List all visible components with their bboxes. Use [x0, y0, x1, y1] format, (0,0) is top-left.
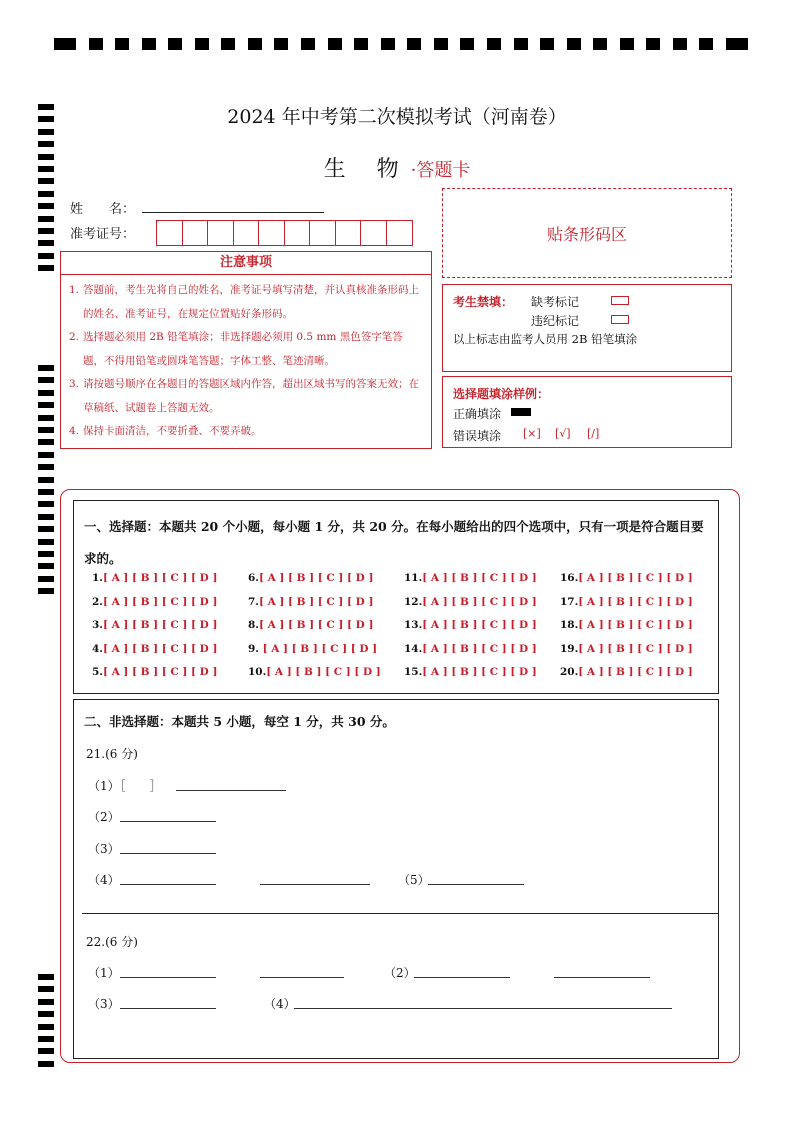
choice-question[interactable] [92, 571, 217, 595]
free-response-section [73, 699, 719, 1059]
fill-example-title: 选择题填涂样例： [453, 387, 550, 401]
id-digit-box[interactable] [208, 221, 234, 245]
q22-part2-answer-a[interactable] [414, 977, 510, 978]
answer-options[interactable]: [ A ] [ B ] [ C ] [ D ] [258, 619, 374, 632]
q21-part4-answer-a[interactable] [120, 884, 216, 885]
answer-options[interactable]: [ A ] [ B ] [ C ] [ D ] [102, 619, 218, 632]
correct-fill-label: 正确填涂 [453, 407, 502, 421]
choice-question[interactable] [404, 642, 537, 666]
timing-mark [38, 1048, 54, 1054]
question-number: 20. [560, 666, 579, 679]
choice-question[interactable] [560, 665, 693, 689]
answer-options[interactable]: [ A ] [ B ] [ C ] [ D ] [102, 642, 218, 655]
question-number: 12. [404, 595, 423, 608]
absent-mark-box[interactable] [611, 296, 629, 305]
timing-mark [221, 38, 235, 50]
violation-mark-box[interactable] [611, 315, 629, 324]
choice-question[interactable] [560, 618, 693, 642]
choice-question[interactable] [404, 571, 537, 595]
q21-part3-label: （3） [88, 842, 120, 856]
q21-part4-answer-b[interactable] [260, 884, 370, 885]
wrong-fill-label: 错误填涂 [453, 429, 502, 443]
choice-question[interactable] [92, 595, 217, 619]
timing-mark [38, 402, 54, 408]
section1-heading: 一、选择题：本题共 20 个小题，每小题 1 分，共 20 分。在每小题给出的四个选项中，只有一项是符合题目要求的。 [84, 519, 704, 566]
timing-mark [274, 38, 288, 50]
question-number: 18. [560, 619, 579, 632]
question-number: 4. [92, 642, 103, 655]
question-number: 14. [404, 642, 423, 655]
barcode-area: 贴条形码区 [442, 188, 732, 278]
q21-part2-answer[interactable] [120, 821, 216, 822]
timing-mark [38, 563, 54, 569]
forbidden-title: 考生禁填： [453, 295, 514, 309]
timing-mark [38, 129, 54, 135]
choice-question[interactable] [248, 618, 381, 642]
id-digit-box[interactable] [183, 221, 209, 245]
choice-question[interactable] [404, 618, 537, 642]
timing-mark [328, 38, 342, 50]
id-label: 准考证号： [70, 227, 136, 242]
choice-column [92, 571, 217, 689]
question-number: 15. [404, 666, 423, 679]
timing-mark [38, 551, 54, 557]
timing-mark [38, 1024, 54, 1030]
timing-mark [38, 974, 54, 980]
timing-mark [38, 1011, 54, 1017]
choice-question[interactable] [404, 665, 537, 689]
answer-options[interactable]: [ A ] [ B ] [ C ] [ D ] [422, 572, 537, 584]
notice-heading: 注意事项 [61, 252, 431, 275]
question-number: 3. [92, 619, 103, 632]
timing-mark [38, 588, 54, 594]
timing-mark [567, 38, 581, 50]
timing-mark [38, 365, 54, 371]
id-digit-box[interactable] [285, 221, 311, 245]
notice-item: 1. 答题前，考生先将自己的姓名，准考证号填写清楚，并认真核准条形码上的姓名、准考证号，在规定位置贴好条形码。 [69, 284, 419, 320]
timing-mark [248, 38, 262, 50]
id-digit-box[interactable] [234, 221, 260, 245]
timing-mark [38, 477, 54, 483]
timing-mark [195, 38, 209, 50]
timing-mark [38, 228, 54, 234]
notice-item: 4. 保持卡面清洁，不要折叠、不要弄破。 [69, 425, 262, 437]
timing-mark [38, 539, 54, 545]
choice-column [560, 571, 693, 689]
answer-options[interactable]: [ A ] [ B ] [ C ] [ D ] [578, 666, 693, 679]
timing-mark [38, 253, 54, 259]
timing-mark [38, 489, 54, 495]
question-number: 9. [248, 642, 263, 655]
answer-options[interactable]: [ A ] [ B ] [ C ] [ D ] [102, 666, 218, 679]
choice-question[interactable] [404, 595, 537, 619]
q21-part5-answer[interactable] [428, 884, 524, 885]
choice-question[interactable] [560, 595, 693, 619]
choice-question[interactable] [92, 618, 217, 642]
q21-part1-label: （1）［ ］ [88, 779, 162, 793]
timing-mark [699, 38, 713, 50]
question-number: 19. [560, 642, 579, 655]
choice-question[interactable] [92, 642, 217, 666]
answer-options[interactable]: [ A ] [ B ] [ C ] [ D ] [578, 595, 693, 608]
answer-options[interactable]: [ A ] [ B ] [ C ] [ D ] [422, 666, 537, 679]
fill-example-panel [442, 376, 732, 448]
answer-options[interactable]: [ A ] [ B ] [ C ] [ D ] [578, 572, 693, 584]
timing-mark [38, 191, 54, 197]
id-number-boxes[interactable] [156, 220, 413, 246]
name-label: 姓 名： [70, 202, 136, 217]
timing-mark [38, 203, 54, 209]
q22-part1-label: （1） [88, 966, 120, 980]
timing-mark [38, 141, 54, 147]
timing-mark [38, 216, 54, 222]
answer-options[interactable]: [ A ] [ B ] [ C ] [ D ] [422, 595, 537, 608]
q22-part1-answer-b[interactable] [260, 977, 344, 978]
timing-mark [354, 38, 368, 50]
timing-mark [726, 38, 748, 50]
timing-mark [54, 38, 76, 50]
timing-mark [38, 514, 54, 520]
question-divider [82, 913, 718, 914]
choice-question[interactable] [560, 571, 693, 595]
q22-part4-answer[interactable] [294, 1008, 672, 1009]
timing-mark [142, 38, 156, 50]
answer-options[interactable]: [ A ] [ B ] [ C ] [ D ] [266, 666, 381, 679]
question-number: 16. [560, 572, 579, 584]
question-number: 10. [248, 666, 267, 679]
q22-title: 22.(6 分) [86, 935, 138, 949]
top-timing-marks [54, 38, 748, 52]
forbidden-panel [442, 284, 732, 372]
timing-mark [487, 38, 501, 50]
timing-mark [38, 240, 54, 246]
id-digit-box[interactable] [157, 221, 183, 245]
timing-mark [407, 38, 421, 50]
answer-options[interactable]: [ A ] [ B ] [ C ] [ D ] [422, 642, 537, 655]
timing-mark [38, 415, 54, 421]
answer-options[interactable]: [ A ] [ B ] [ C ] [ D ] [422, 619, 537, 632]
timing-mark [38, 576, 54, 582]
correct-fill-sample [511, 408, 531, 416]
question-number: 13. [404, 619, 423, 632]
q22-part4-label: （4） [264, 997, 296, 1011]
timing-mark [38, 452, 54, 458]
question-number: 17. [560, 595, 579, 608]
timing-mark [115, 38, 129, 50]
timing-mark [38, 439, 54, 445]
choice-question[interactable] [92, 665, 217, 689]
question-number: 6. [248, 572, 259, 584]
q21-part3-answer[interactable] [120, 853, 216, 854]
answer-options[interactable]: [ A ] [ B ] [ C ] [ D ] [262, 642, 378, 655]
forbidden-note: 以上标志由监考人员用 2B 铅笔填涂 [453, 332, 638, 346]
answer-options[interactable]: [ A ] [ B ] [ C ] [ D ] [102, 572, 218, 584]
q21-part5-label: （5） [398, 873, 430, 887]
timing-mark [38, 501, 54, 507]
id-digit-box[interactable] [310, 221, 336, 245]
timing-mark [301, 38, 315, 50]
q21-part1-answer[interactable] [176, 790, 286, 791]
q22-part2-label: （2） [384, 966, 416, 980]
section2-heading: 二、非选择题：本题共 5 小题，每空 1 分，共 30 分。 [84, 714, 395, 729]
timing-mark [38, 427, 54, 433]
id-digit-box[interactable] [387, 221, 413, 245]
choice-question[interactable] [248, 595, 381, 619]
timing-mark [620, 38, 634, 50]
subject-name: 生 物 [323, 157, 411, 182]
subject-heading [0, 152, 794, 183]
exam-title: 2024 年中考第二次模拟考试（河南卷） [227, 106, 567, 128]
q22-part2-answer-b[interactable] [554, 977, 650, 978]
answer-options[interactable]: [ A ] [ B ] [ C ] [ D ] [578, 619, 693, 632]
subject-suffix: ·答题卡 [410, 160, 471, 181]
notice-item: 3. 请按题号顺序在各题目的答题区域内作答，超出区域书写的答案无效；在草稿纸、试题卷上答题无效。 [69, 378, 419, 414]
timing-mark [38, 464, 54, 470]
choice-column [248, 571, 381, 689]
question-number: 1. [92, 572, 103, 584]
choice-question[interactable] [248, 642, 381, 666]
q22-part3-label: （3） [88, 997, 120, 1011]
answer-options[interactable]: [ A ] [ B ] [ C ] [ D ] [578, 642, 693, 655]
timing-mark [38, 377, 54, 383]
choice-question[interactable] [248, 571, 381, 595]
wrong-mark-slash: [/] [587, 427, 600, 440]
timing-mark [38, 1061, 54, 1067]
id-digit-box[interactable] [259, 221, 285, 245]
id-digit-box[interactable] [361, 221, 387, 245]
question-number: 8. [248, 619, 259, 632]
question-number: 5. [92, 666, 103, 679]
timing-mark [38, 999, 54, 1005]
question-number: 7. [248, 595, 259, 608]
timing-mark [38, 1036, 54, 1042]
timing-mark [540, 38, 554, 50]
name-field[interactable] [142, 212, 324, 213]
question-number: 2. [92, 595, 103, 608]
notice-item: 2. 选择题必须用 2B 铅笔填涂；非选择题必须用 0.5 mm 黑色签字笔答题，不得用铅笔或圆珠笔答题；字体工整、笔迹清晰。 [69, 331, 403, 367]
answer-options[interactable]: [ A ] [ B ] [ C ] [ D ] [102, 595, 218, 608]
timing-mark [89, 38, 103, 50]
timing-mark [38, 986, 54, 992]
q21-part2-label: （2） [88, 810, 120, 824]
timing-mark [514, 38, 528, 50]
timing-mark [168, 38, 182, 50]
q21-part4-label: （4） [88, 873, 120, 887]
timing-mark [593, 38, 607, 50]
wrong-mark-x: [×] [523, 427, 541, 440]
choice-question[interactable] [560, 642, 693, 666]
absent-mark-row: 缺考标记 [531, 295, 580, 309]
answer-options[interactable]: [ A ] [ B ] [ C ] [ D ] [258, 572, 374, 584]
question-number: 11. [404, 572, 423, 584]
timing-mark [646, 38, 660, 50]
multiple-choice-section [73, 500, 719, 694]
violation-mark-row: 违纪标记 [531, 314, 580, 328]
id-digit-box[interactable] [336, 221, 362, 245]
q22-part1-answer-a[interactable] [120, 977, 216, 978]
timing-mark [38, 265, 54, 271]
timing-mark [381, 38, 395, 50]
q22-part3-answer[interactable] [120, 1008, 216, 1009]
choice-column [404, 571, 537, 689]
timing-mark [673, 38, 687, 50]
notice-panel [60, 251, 432, 449]
timing-mark [38, 526, 54, 532]
q21-title: 21.(6 分) [86, 747, 138, 761]
wrong-mark-check: [√] [555, 427, 571, 440]
timing-mark [434, 38, 448, 50]
timing-mark [38, 390, 54, 396]
answer-options[interactable]: [ A ] [ B ] [ C ] [ D ] [258, 595, 374, 608]
timing-mark [460, 38, 474, 50]
choice-question[interactable] [248, 665, 381, 689]
